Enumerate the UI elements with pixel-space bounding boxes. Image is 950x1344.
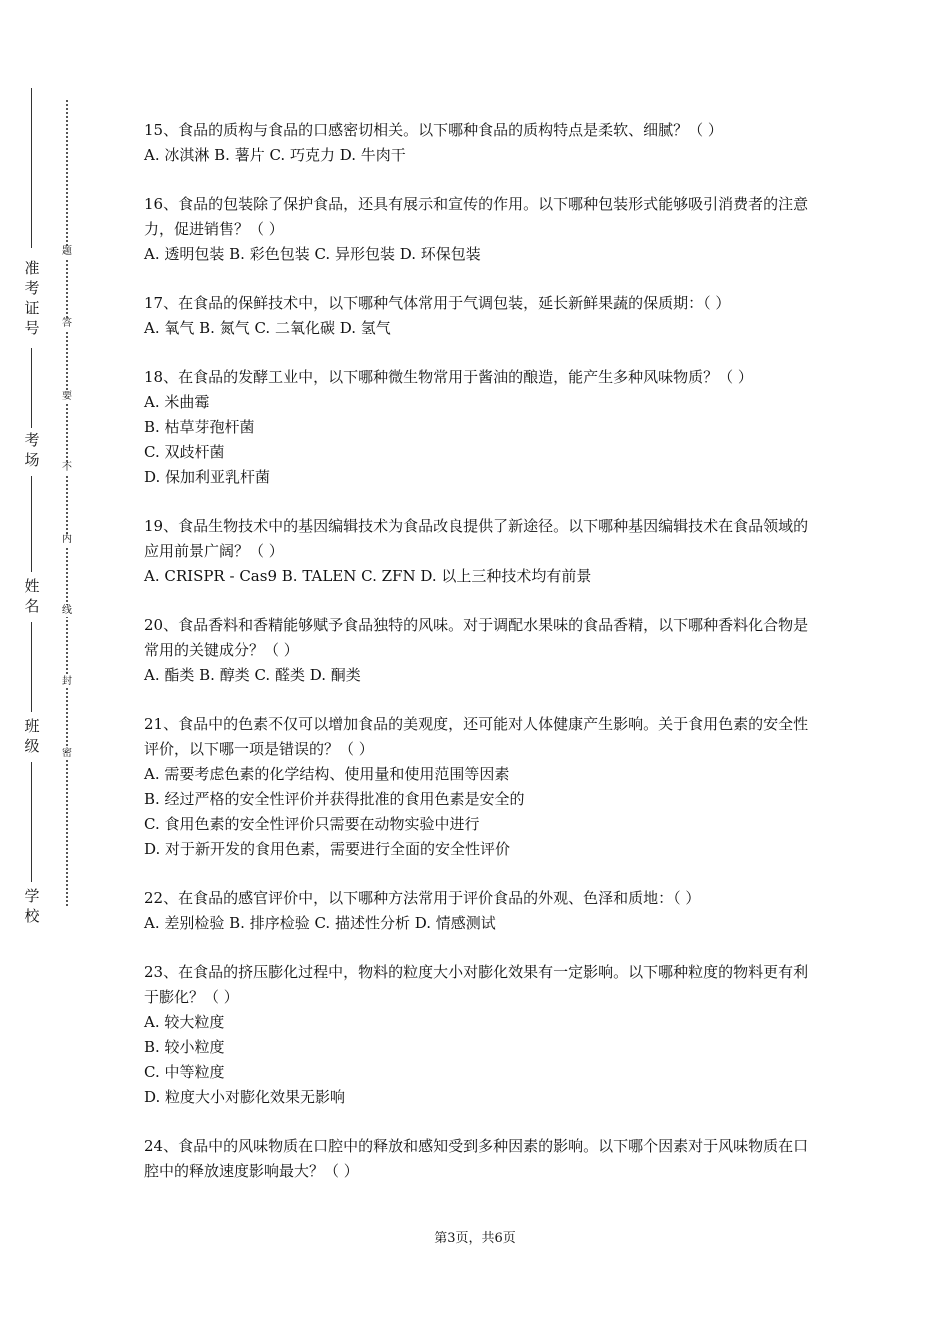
exam-number-label: 准考证号	[24, 259, 40, 337]
option-c: C. 双歧杆菌	[144, 443, 225, 461]
question-stem: 23、在食品的挤压膨化过程中，物料的粒度大小对膨化效果有一定影响。以下哪种粒度的物料更有利于膨化？（ ）	[144, 963, 809, 1006]
option-d: D. 对于新开发的食用色素，需要进行全面的安全性评价	[144, 840, 511, 858]
option-b: B. 经过严格的安全性评价并获得批准的食用色素是安全的	[144, 790, 525, 808]
option-c: C. 食用色素的安全性评价只需要在动物实验中进行	[144, 815, 480, 833]
seal-char: 要	[59, 391, 75, 403]
seal-char: 封	[59, 676, 75, 688]
page-footer: 第3页，共6页	[434, 1231, 516, 1246]
option-a: A. 较大粒度	[144, 1013, 225, 1031]
question-20	[144, 613, 816, 688]
question-24	[144, 1134, 816, 1184]
seal-dotted-line	[66, 100, 68, 906]
question-stem: 18、在食品的发酵工业中，以下哪种微生物常用于酱油的酿造，能产生多种风味物质？（ ）	[144, 368, 753, 386]
question-stem: 24、食品中的风味物质在口腔中的释放和感知受到多种因素的影响。以下哪个因素对于风味物质在口腔中的释放速度影响最大？（ ）	[144, 1137, 809, 1180]
question-stem: 20、食品香料和香精能够赋予食品独特的风味。对于调配水果味的食品香精，以下哪种香料化合物是常用的关键成分？（ ）	[144, 616, 809, 659]
question-stem: 17、在食品的保鲜技术中，以下哪种气体常用于气调包装，延长新鲜果蔬的保质期：（ ）	[144, 294, 731, 312]
seal-char: 不	[59, 462, 75, 474]
class-label: 班级	[24, 717, 40, 755]
option-d: D. 粒度大小对膨化效果无影响	[144, 1088, 346, 1106]
option-b: B. 枯草芽孢杆菌	[144, 418, 255, 436]
seal-char: 答	[59, 318, 75, 330]
seal-char: 内	[59, 534, 75, 546]
question-stem: 22、在食品的感官评价中，以下哪种方法常用于评价食品的外观、色泽和质地：（ ）	[144, 889, 701, 907]
binding-line	[31, 348, 32, 428]
question-19	[144, 514, 816, 589]
question-15	[144, 118, 816, 168]
seal-char: 题	[59, 246, 75, 258]
options-line: A. 氧气 B. 氮气 C. 二氧化碳 D. 氢气	[144, 319, 391, 337]
question-stem: 15、食品的质构与食品的口感密切相关。以下哪种食品的质构特点是柔软、细腻？（ ）	[144, 121, 723, 139]
option-b: B. 较小粒度	[144, 1038, 225, 1056]
question-22	[144, 886, 816, 936]
question-16	[144, 192, 816, 267]
binding-margin	[0, 0, 110, 1344]
binding-line	[31, 476, 32, 572]
options-line: A. 透明包装 B. 彩色包装 C. 异形包装 D. 环保包装	[144, 245, 481, 263]
question-stem: 19、食品生物技术中的基因编辑技术为食品改良提供了新途径。以下哪种基因编辑技术在食品领域的应用前景广阔？（ ）	[144, 517, 809, 560]
binding-line	[31, 762, 32, 882]
question-stem: 21、食品中的色素不仅可以增加食品的美观度，还可能对人体健康产生影响。关于食用色素的安全性评价，以下哪一项是错误的？（ ）	[144, 715, 809, 758]
question-stem: 16、食品的包装除了保护食品，还具有展示和宣传的作用。以下哪种包装形式能够吸引消费者的注意力，促进销售？（ ）	[144, 195, 809, 238]
question-17	[144, 291, 816, 341]
options-line: A. 冰淇淋 B. 薯片 C. 巧克力 D. 牛肉干	[144, 146, 406, 164]
exam-room-label: 考场	[24, 431, 40, 469]
question-list	[144, 118, 816, 1208]
options-line: A. 酯类 B. 醇类 C. 醛类 D. 酮类	[144, 666, 361, 684]
option-a: A. 米曲霉	[144, 393, 210, 411]
seal-char: 线	[59, 605, 75, 617]
options-line: A. 差别检验 B. 排序检验 C. 描述性分析 D. 情感测试	[144, 914, 496, 932]
question-21	[144, 712, 816, 862]
options-line: A. CRISPR - Cas9 B. TALEN C. ZFN D. 以上三种技术均有前景	[144, 567, 592, 585]
option-c: C. 中等粒度	[144, 1063, 225, 1081]
student-name-label: 姓名	[24, 577, 40, 615]
seal-char: 密	[59, 748, 75, 760]
question-23	[144, 960, 816, 1110]
binding-line	[31, 88, 32, 248]
option-d: D. 保加利亚乳杆菌	[144, 468, 271, 486]
option-a: A. 需要考虑色素的化学结构、使用量和使用范围等因素	[144, 765, 510, 783]
school-label: 学校	[24, 887, 40, 925]
binding-line	[31, 622, 32, 712]
question-18	[144, 365, 816, 490]
